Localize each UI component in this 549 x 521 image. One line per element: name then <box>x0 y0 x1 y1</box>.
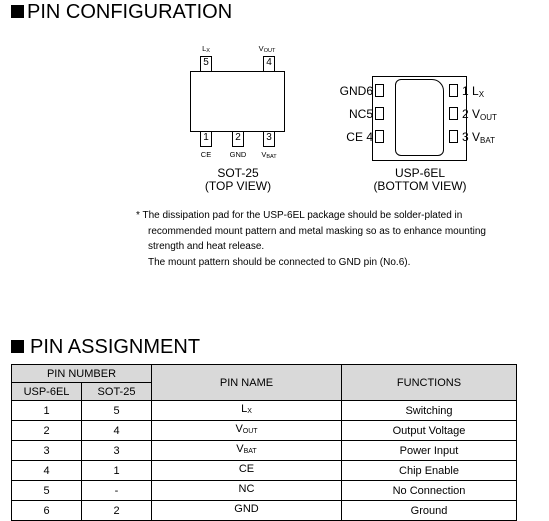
header-usp6el: USP-6EL <box>12 383 82 401</box>
cell-usp: 5 <box>12 481 82 501</box>
sot25-pin1: 1 <box>200 131 212 147</box>
section-bullet-square <box>11 340 24 353</box>
cell-pin-name: NC <box>152 481 342 501</box>
sot25-pin1-label: CE <box>200 150 212 159</box>
pin-assignment-title: PIN ASSIGNMENT <box>30 336 201 358</box>
header-pin-name: PIN NAME <box>152 365 342 401</box>
header-pin-number: PIN NUMBER <box>12 365 152 383</box>
note-line-4: The mount pattern should be connected to GND pin (No.6). <box>148 256 411 268</box>
usp6el-pin2-label: 2 $V_{OUT}$ <box>462 107 497 122</box>
usp6el-pin5-label: NC5 <box>348 107 373 121</box>
table-row <box>12 441 517 461</box>
cell-sot: 1 <box>82 461 152 481</box>
cell-pin-name: $L_X$ <box>152 401 342 421</box>
usp6el-pin1 <box>449 84 458 97</box>
table-row <box>12 481 517 501</box>
cell-usp: 3 <box>12 441 82 461</box>
usp6el-pin3-label: 3 $V_{BAT}$ <box>462 130 496 145</box>
usp6el-pin4-label: CE 4 <box>346 130 373 144</box>
cell-pin-name: $V_{BAT}$ <box>152 441 342 461</box>
header-functions: FUNCTIONS <box>342 365 517 401</box>
table-row <box>12 401 517 421</box>
usp6el-pin6 <box>375 84 384 97</box>
usp6el-pin1-label: 1 $L_X$ <box>462 84 485 99</box>
table-row <box>12 501 517 521</box>
sot25-pin5-label: $L_X$ <box>202 44 210 54</box>
cell-function: Chip Enable <box>342 461 517 481</box>
cell-function: Ground <box>342 501 517 521</box>
sot25-pin4-label: $V_{OUT}$ <box>258 44 276 54</box>
section-bullet-square <box>11 5 24 18</box>
note-line-1: * The dissipation pad for the USP-6EL package should be solder-plated in <box>136 210 463 221</box>
cell-function: Switching <box>342 401 517 421</box>
cell-usp: 2 <box>12 421 82 441</box>
cell-sot: - <box>82 481 152 501</box>
cell-pin-name: CE <box>152 461 342 481</box>
usp6el-pin4 <box>375 130 384 143</box>
cell-usp: 4 <box>12 461 82 481</box>
usp6el-pin2 <box>449 107 458 120</box>
cell-sot: 2 <box>82 501 152 521</box>
sot25-pin2-label: GND <box>229 150 247 159</box>
sot25-pin2: 2 <box>232 131 244 147</box>
cell-usp: 6 <box>12 501 82 521</box>
usp6el-pin3 <box>449 130 458 143</box>
usp6el-pin6-label: GND6 <box>339 84 373 98</box>
usp6el-caption: USP-6EL (BOTTOM VIEW) <box>373 166 467 193</box>
note-line-2: recommended mount pattern and metal masking so as to enhance mounting <box>148 225 486 237</box>
sot25-caption: SOT-25 (TOP VIEW) <box>204 166 272 193</box>
sot25-package-body <box>190 71 285 132</box>
header-sot25: SOT-25 <box>82 383 152 401</box>
table-row <box>12 421 517 441</box>
sot25-pin4: 4 <box>263 56 275 72</box>
sot25-pin5: 5 <box>200 56 212 72</box>
cell-function: No Connection <box>342 481 517 501</box>
cell-pin-name: GND <box>152 501 342 521</box>
cell-pin-name: $V_{OUT}$ <box>152 421 342 441</box>
cell-sot: 4 <box>82 421 152 441</box>
pin-assignment-table <box>11 364 517 521</box>
note-line-3: strength and heat release. <box>148 241 265 252</box>
dissipation-pad-note <box>136 208 486 270</box>
pin-configuration-title: PIN CONFIGURATION <box>27 1 233 23</box>
cell-function: Output Voltage <box>342 421 517 441</box>
table-row <box>12 461 517 481</box>
cell-sot: 5 <box>82 401 152 421</box>
sot25-pin3-label: $V_{BAT}$ <box>261 150 277 160</box>
cell-usp: 1 <box>12 401 82 421</box>
cell-sot: 3 <box>82 441 152 461</box>
usp6el-pin5 <box>375 107 384 120</box>
sot25-pin3: 3 <box>263 131 275 147</box>
cell-function: Power Input <box>342 441 517 461</box>
usp6el-dissipation-pad <box>395 79 444 156</box>
